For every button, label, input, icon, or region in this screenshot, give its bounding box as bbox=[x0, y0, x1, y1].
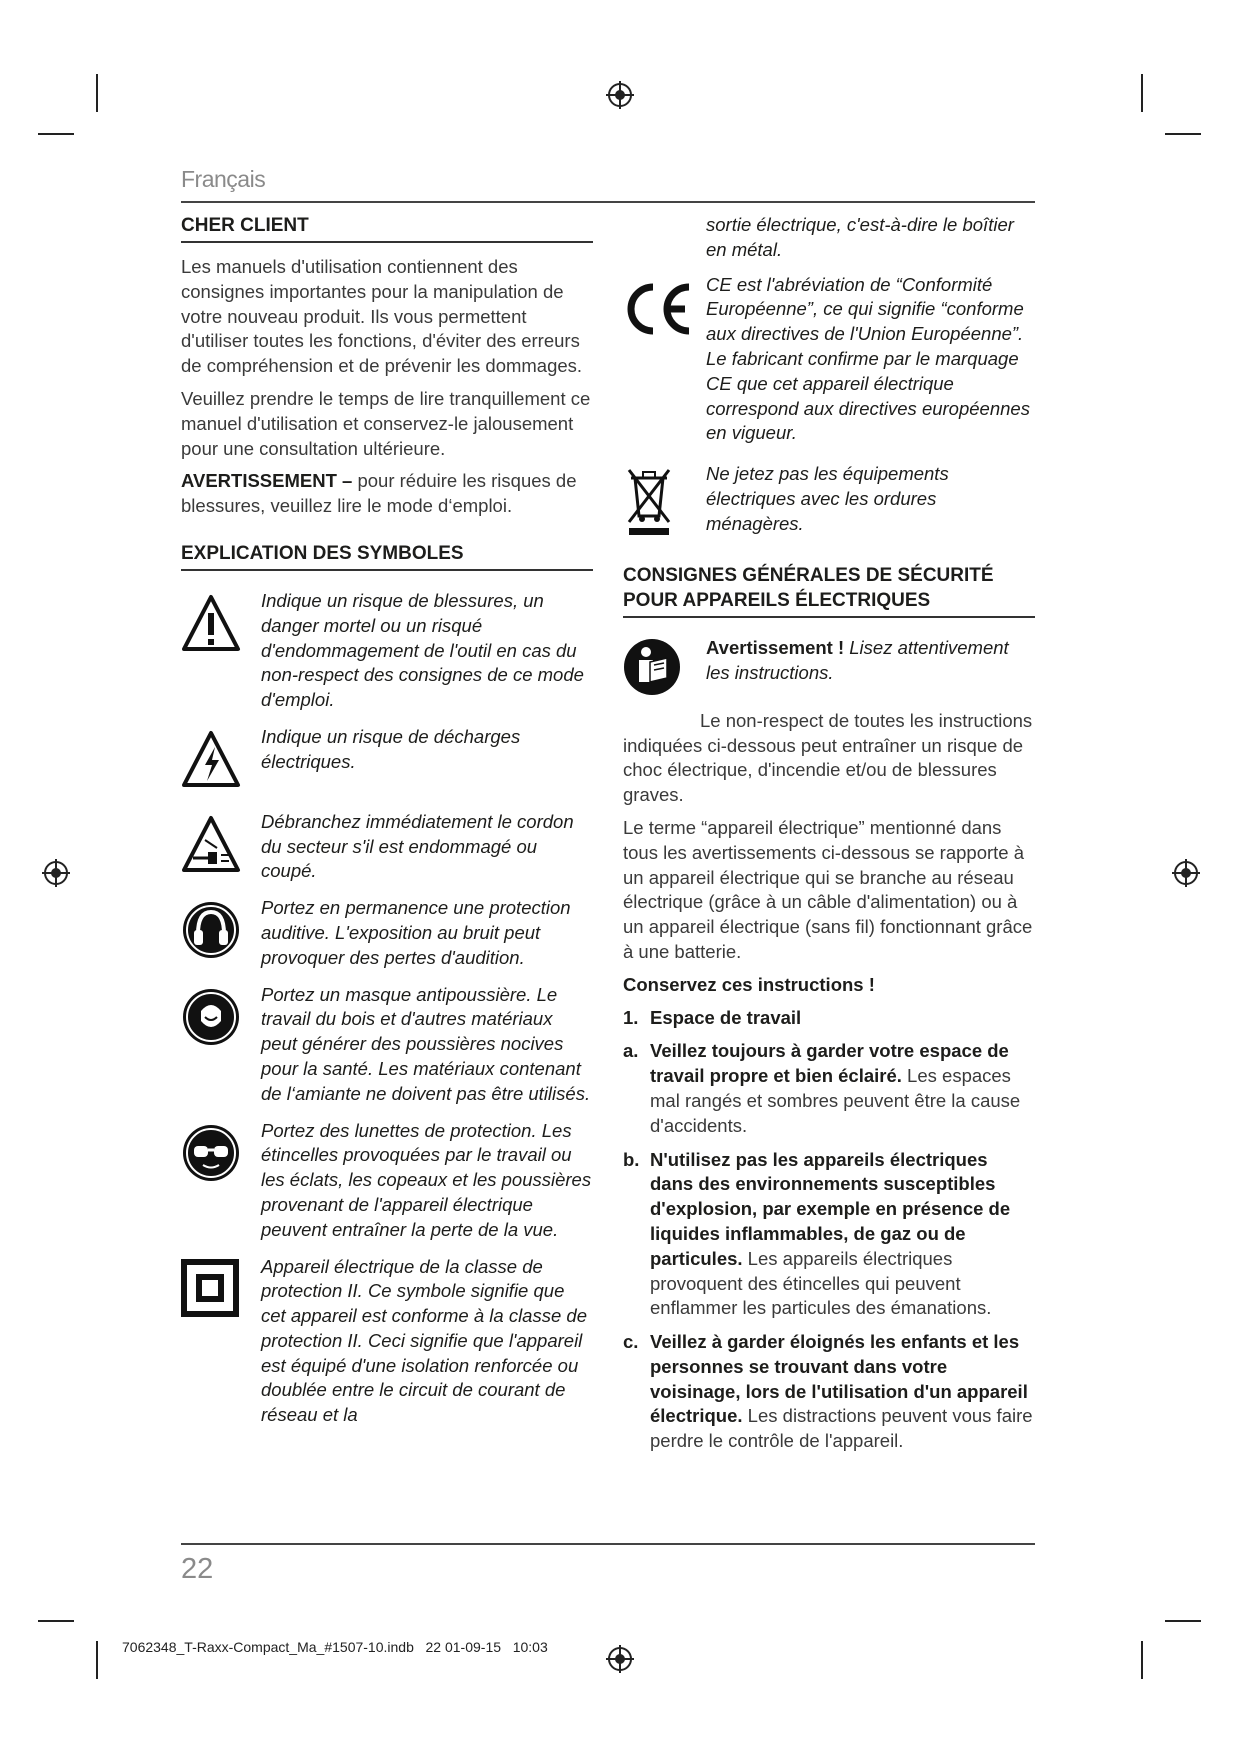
weee-bin-icon bbox=[623, 464, 675, 536]
safety-heading-line: CONSIGNES GÉNÉRALES DE SÉCURITÉ bbox=[623, 564, 994, 586]
crop-mark bbox=[96, 74, 98, 112]
intro-paragraph: Les manuels d'utilisation contiennent des consignes importantes pour la manipulation de votre nouveau produit. Ils vous permettent d'utiliser toutes les fonctions, d'éviter des erreurs de compréhension et de prévenir les dommages. bbox=[181, 256, 583, 377]
right-column bbox=[623, 213, 1035, 1463]
list-item bbox=[623, 1330, 1035, 1454]
notice-text: Avertissement ! Lisez attentivement les instructions. bbox=[706, 636, 1009, 683]
symbol-row bbox=[181, 983, 593, 1107]
print-footer: 7062348_T-Raxx-Compact_Ma_#1507-10.indb 22 01-09-15 10:03 bbox=[122, 1639, 548, 1655]
left-column bbox=[181, 213, 593, 1440]
page-number: 22 bbox=[181, 1553, 214, 1585]
class-ii-icon bbox=[181, 1259, 239, 1317]
registration-mark-icon bbox=[604, 1643, 636, 1675]
body-paragraph: Le non-respect de toutes les instructions indiquées ci-dessous peut entraîner un risque de choc électrique, d'incendie et/ou de blessures graves. bbox=[623, 709, 1033, 806]
registration-mark-icon bbox=[40, 857, 72, 889]
body-paragraph: Le terme “appareil électrique” mentionné dans tous les avertissements ci-dessous se rapporte à un appareil électrique qui se branche au réseau électrique (grâce à un câble d'alimentation) ou à un appareil électrique (sans fil) fonctionnant grâce à une batterie. bbox=[623, 816, 1033, 962]
symbol-row bbox=[181, 1255, 593, 1429]
symbol-row bbox=[181, 589, 593, 713]
section-label: 1. bbox=[623, 1006, 639, 1028]
section-title: Espace de travail bbox=[650, 1006, 802, 1028]
symbol-text: Portez des lunettes de protection. Les étincelles provoquées par le travail ou les éclats, les copeaux et les poussières provenant de l'appareil électrique peuvent entraîner la perte de la vue. bbox=[261, 1119, 592, 1240]
read-manual-icon bbox=[623, 638, 681, 696]
warning-paragraph bbox=[181, 469, 593, 519]
crop-mark bbox=[96, 1641, 98, 1679]
language-label: Français bbox=[181, 166, 266, 192]
item-bold: Veillez toujours à garder votre espace de travail propre et bien éclairé. bbox=[650, 1040, 1009, 1087]
warning-label: AVERTISSEMENT – bbox=[181, 470, 353, 492]
section-heading bbox=[623, 1006, 1035, 1031]
symbol-text: Appareil électrique de la classe de protection II. Ce symbole signifie que cet appareil est conforme à la classe de protection II. Ceci signifie que l'appareil est équipé d'une isolation renforcée ou doublée entre le circuit de courant de réseau et la bbox=[261, 1255, 587, 1426]
dust-mask-icon bbox=[181, 987, 241, 1047]
registration-mark-icon bbox=[604, 79, 636, 111]
item-bold: Veillez à garder éloignés les enfants et les personnes se trouvant dans votre voisinage, lors de l'utilisation d'un appareil électrique. bbox=[650, 1331, 1028, 1427]
notice-label: Avertissement ! bbox=[706, 636, 845, 658]
crop-mark bbox=[38, 1620, 74, 1622]
symbol-row bbox=[181, 1119, 593, 1243]
safety-glasses-icon bbox=[181, 1123, 241, 1183]
item-text: Les appareils électriques provoquent des étincelles qui peuvent enflammer les particules des émanations. bbox=[650, 1247, 992, 1319]
symbol-text: Portez en permanence une protection auditive. L'exposition au bruit peut provoquer des pertes d'audition. bbox=[261, 897, 571, 968]
symbol-text: Débranchez immédiatement le cordon du secteur s'il est endommagé ou coupé. bbox=[261, 810, 574, 882]
header-rule bbox=[181, 201, 1035, 203]
ce-text: CE est l'abréviation de “Conformité Européenne”, ce qui signifie “conforme aux directives de l'Union Européenne”. Le fabricant confirme par le marquage CE que cet appareil électrique correspond aux directives européennes en vigueur. bbox=[706, 273, 1030, 444]
crop-mark bbox=[38, 133, 74, 135]
unplug-icon bbox=[181, 814, 241, 876]
client-heading: CHER CLIENT bbox=[181, 213, 593, 243]
crop-mark bbox=[1165, 133, 1201, 135]
item-label: b. bbox=[623, 1148, 640, 1170]
warning-triangle-icon bbox=[181, 593, 241, 655]
safety-heading bbox=[623, 563, 1035, 618]
list-item bbox=[623, 1148, 1035, 1322]
symbol-row bbox=[181, 810, 593, 884]
item-text: Les distractions peuvent vous faire perdre le contrôle de l'appareil. bbox=[650, 1405, 1033, 1452]
safety-heading-line: POUR APPAREILS ÉLECTRIQUES bbox=[623, 589, 931, 611]
weee-text: Ne jetez pas les équipements électriques avec les ordures ménagères. bbox=[706, 463, 949, 534]
ce-row bbox=[623, 273, 1035, 447]
continued-text: sortie électrique, c'est-à-dire le boîtier en métal. bbox=[706, 214, 1014, 260]
symbol-text: Portez un masque antipoussière. Le travail du bois et d'autres matériaux peut générer des poussières nocives pour la santé. Les matériaux contenant de l‘amiante ne doivent pas être utilisés. bbox=[261, 983, 591, 1104]
symbol-text: Indique un risque de décharges électriques. bbox=[261, 725, 521, 772]
warning-text: pour réduire les risques de blessures, veuillez lire le mode d‘emploi. bbox=[181, 470, 577, 517]
item-bold: N'utilisez pas les appareils électriques dans des environnements susceptibles d'explosion, par exemple en présence de liquides inflammables, de gaz ou de particules. bbox=[650, 1148, 1011, 1269]
crop-mark bbox=[1165, 1620, 1201, 1622]
keep-instructions: Conservez ces instructions ! bbox=[623, 973, 875, 995]
registration-mark-icon bbox=[1170, 857, 1202, 889]
list-item bbox=[623, 1039, 1035, 1138]
ce-mark-icon bbox=[623, 281, 693, 337]
intro-paragraph: Veuillez prendre le temps de lire tranquillement ce manuel d'utilisation et conservez-le jalousement pour une consultation ultérieure. bbox=[181, 387, 591, 459]
symbol-row bbox=[181, 896, 593, 970]
svg-text:CE: CE bbox=[623, 280, 625, 282]
crop-mark bbox=[1141, 1641, 1143, 1679]
ear-protection-icon bbox=[181, 900, 241, 960]
item-label: c. bbox=[623, 1331, 639, 1353]
item-text: Les espaces mal rangés et sombres peuvent être la cause d'accidents. bbox=[650, 1065, 1021, 1136]
weee-row bbox=[623, 462, 1035, 543]
symbol-row bbox=[181, 725, 593, 798]
symbols-heading: EXPLICATION DES SYMBOLES bbox=[181, 541, 593, 571]
symbol-text: Indique un risque de blessures, un danger mortel ou un risqué d'endommagement de l'outil en cas du non-respect des consignes de ce mode d'emploi. bbox=[261, 589, 584, 711]
electric-shock-icon bbox=[181, 729, 241, 791]
item-label: a. bbox=[623, 1040, 639, 1062]
read-manual-row bbox=[623, 636, 1035, 703]
crop-mark bbox=[1141, 74, 1143, 112]
footer-rule bbox=[181, 1543, 1035, 1545]
